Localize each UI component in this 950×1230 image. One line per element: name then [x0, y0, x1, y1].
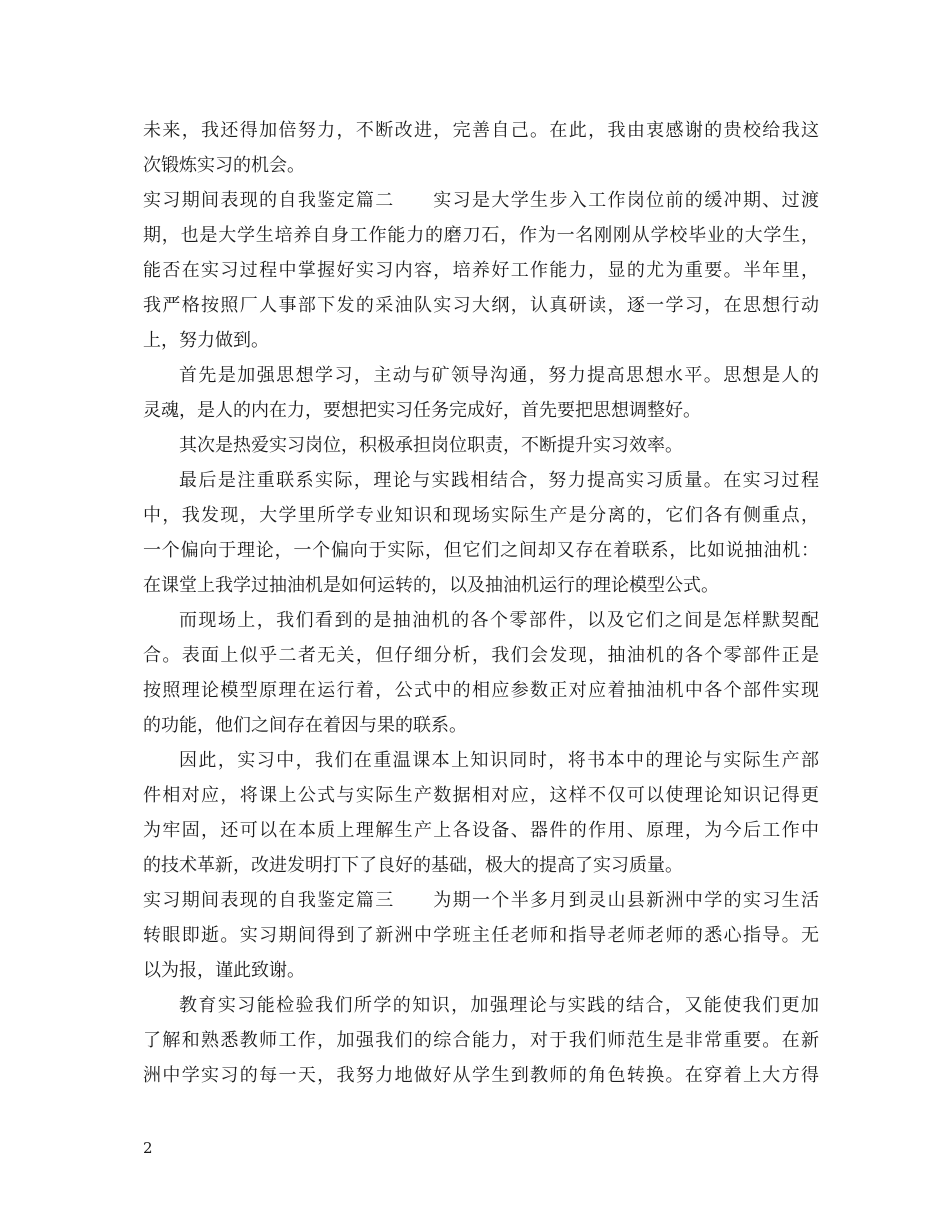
text-line: 期，也是大学生培养自身工作能力的磨刀石，作为一名刚刚从学校毕业的大学生，: [143, 225, 819, 246]
text-line: 灵魂，是人的内在力，要想把实习任务完成好，首先要把思想调整好。: [143, 400, 701, 421]
text-line: 我严格按照厂人事部下发的采油队实习大纲，认真研读，逐一学习，在思想行动: [143, 295, 819, 316]
text-line: 教育实习能检验我们所学的知识，加强理论与实践的结合，又能使我们更加: [179, 995, 819, 1016]
text-line: 能否在实习过程中掌握好实习内容，培养好工作能力，显的尤为重要。半年里，: [143, 260, 819, 281]
text-line: 上，努力做到。: [143, 330, 269, 351]
text-line: 一个偏向于理论，一个偏向于实际，但它们之间却又存在着联系，比如说抽油机：: [143, 540, 819, 561]
text-line: 首先是加强思想学习，主动与矿领导沟通，努力提高思想水平。思想是人的: [179, 365, 819, 386]
text-line: 因此，实习中，我们在重温课本上知识同时，将书本中的理论与实际生产部: [179, 750, 819, 771]
text-line: 实习期间表现的自我鉴定篇三 为期一个半多月到灵山县新洲中学的实习生活: [143, 890, 819, 911]
page-number: 2: [143, 1139, 153, 1157]
text-line: 件相对应，将课上公式与实际生产数据相对应，这样不仅可以使理论知识记得更: [143, 785, 819, 806]
text-line: 未来，我还得加倍努力，不断改进，完善自己。在此，我由衷感谢的贵校给我这: [143, 120, 819, 141]
text-line: 洲中学实习的每一天，我努力地做好从学生到教师的角色转换。在穿着上大方得: [143, 1065, 819, 1086]
text-line: 而现场上，我们看到的是抽油机的各个零部件，以及它们之间是怎样默契配: [179, 610, 819, 631]
text-line: 最后是注重联系实际，理论与实践相结合，努力提高实习质量。在实习过程: [179, 470, 819, 491]
text-line: 转眼即逝。实习期间得到了新洲中学班主任老师和指导老师老师的悉心指导。无: [143, 925, 819, 946]
text-line: 次锻炼实习的机会。: [143, 155, 305, 176]
text-line: 其次是热爱实习岗位，积极承担岗位职责，不断提升实习效率。: [179, 435, 683, 456]
text-line: 的功能，他们之间存在着因与果的联系。: [143, 715, 467, 736]
text-line: 在课堂上我学过抽油机是如何运转的，以及抽油机运行的理论模型公式。: [143, 575, 719, 596]
text-line: 实习期间表现的自我鉴定篇二 实习是大学生步入工作岗位前的缓冲期、过渡: [143, 190, 819, 211]
text-line: 中，我发现，大学里所学专业知识和现场实际生产是分离的，它们各有侧重点，: [143, 505, 819, 526]
text-line: 按照理论模型原理在运行着，公式中的相应参数正对应着抽油机中各个部件实现: [143, 680, 819, 701]
text-line: 以为报，谨此致谢。: [143, 960, 305, 981]
text-line: 了解和熟悉教师工作，加强我们的综合能力，对于我们师范生是非常重要。在新: [143, 1030, 819, 1051]
text-line: 为牢固，还可以在本质上理解生产上各设备、器件的作用、原理，为今后工作中: [143, 820, 819, 841]
text-line: 的技术革新，改进发明打下了良好的基础，极大的提高了实习质量。: [143, 855, 683, 876]
text-line: 合。表面上似乎二者无关，但仔细分析，我们会发现，抽油机的各个零部件正是: [143, 645, 819, 666]
body-text: [143, 113, 819, 1093]
